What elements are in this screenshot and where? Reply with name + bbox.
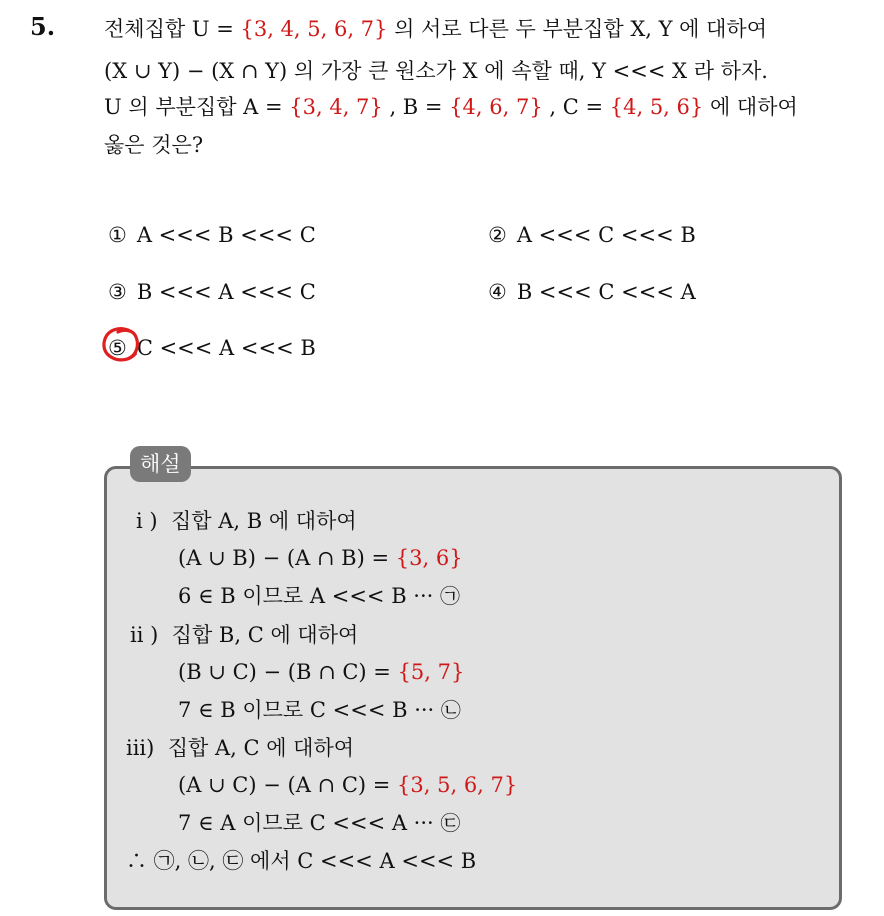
set-u: {3, 4, 5, 6, 7}: [240, 17, 388, 41]
choice-number: ③: [108, 280, 127, 304]
choice-5[interactable]: ⑤ C <<< A <<< B: [108, 336, 316, 360]
solution-step-2-head: ii ) 집합 B, C 에 대하여: [130, 623, 359, 647]
question-line-1: 전체집합 U = {3, 4, 5, 6, 7} 의 서로 다른 두 부분집합 X, Y 에 대하여: [104, 17, 767, 41]
choice-number: ⑤: [108, 336, 127, 360]
choice-number: ①: [108, 223, 127, 247]
mark-giyeok: ㉠: [440, 584, 461, 608]
solution-step-2-eq: (B ∪ C) − (B ∩ C) = {5, 7}: [178, 660, 465, 684]
solution-step-3-eq: (A ∪ C) − (A ∩ C) = {3, 5, 6, 7}: [178, 773, 518, 797]
choice-number: ②: [488, 223, 507, 247]
set-b: {4, 6, 7}: [449, 95, 543, 119]
solution-step-3-head: iii) 집합 A, C 에 대하여: [126, 736, 355, 760]
set-c: {4, 5, 6}: [609, 95, 704, 119]
question-number: 5.: [30, 12, 56, 41]
choice-number: ④: [488, 280, 507, 304]
set-a: {3, 4, 7}: [289, 95, 383, 119]
solution-step-2-conclusion: 7 ∈ B 이므로 C <<< B ··· ㉡: [178, 698, 461, 722]
solution-final: ∴ ㉠, ㉡, ㉢ 에서 C <<< A <<< B: [126, 849, 477, 873]
solution-label: 해설: [130, 446, 191, 482]
solution-step-1-conclusion: 6 ∈ B 이므로 A <<< B ··· ㉠: [178, 584, 461, 608]
question-line-4: 옳은 것은?: [104, 133, 204, 157]
question-line-3: U 의 부분집합 A = {3, 4, 7} , B = {4, 6, 7} , C = {4, 5, 6} 에 대하여: [104, 95, 798, 119]
choice-1[interactable]: ① A <<< B <<< C: [108, 223, 316, 247]
solution-step-1-eq: (A ∪ B) − (A ∩ B) = {3, 6}: [178, 546, 463, 570]
mark-digeut: ㉢: [440, 811, 461, 835]
solution-step-3-conclusion: 7 ∈ A 이므로 C <<< A ··· ㉢: [178, 811, 461, 835]
choice-2[interactable]: ② A <<< C <<< B: [488, 223, 696, 247]
choice-3[interactable]: ③ B <<< A <<< C: [108, 280, 316, 304]
question-line-2: (X ∪ Y) − (X ∩ Y) 의 가장 큰 원소가 X 에 속할 때, Y <<< X 라 하자.: [104, 59, 768, 83]
choice-4[interactable]: ④ B <<< C <<< A: [488, 280, 696, 304]
solution-step-1-head: i ) 집합 A, B 에 대하여: [136, 509, 357, 533]
mark-nieun: ㉡: [440, 698, 461, 722]
